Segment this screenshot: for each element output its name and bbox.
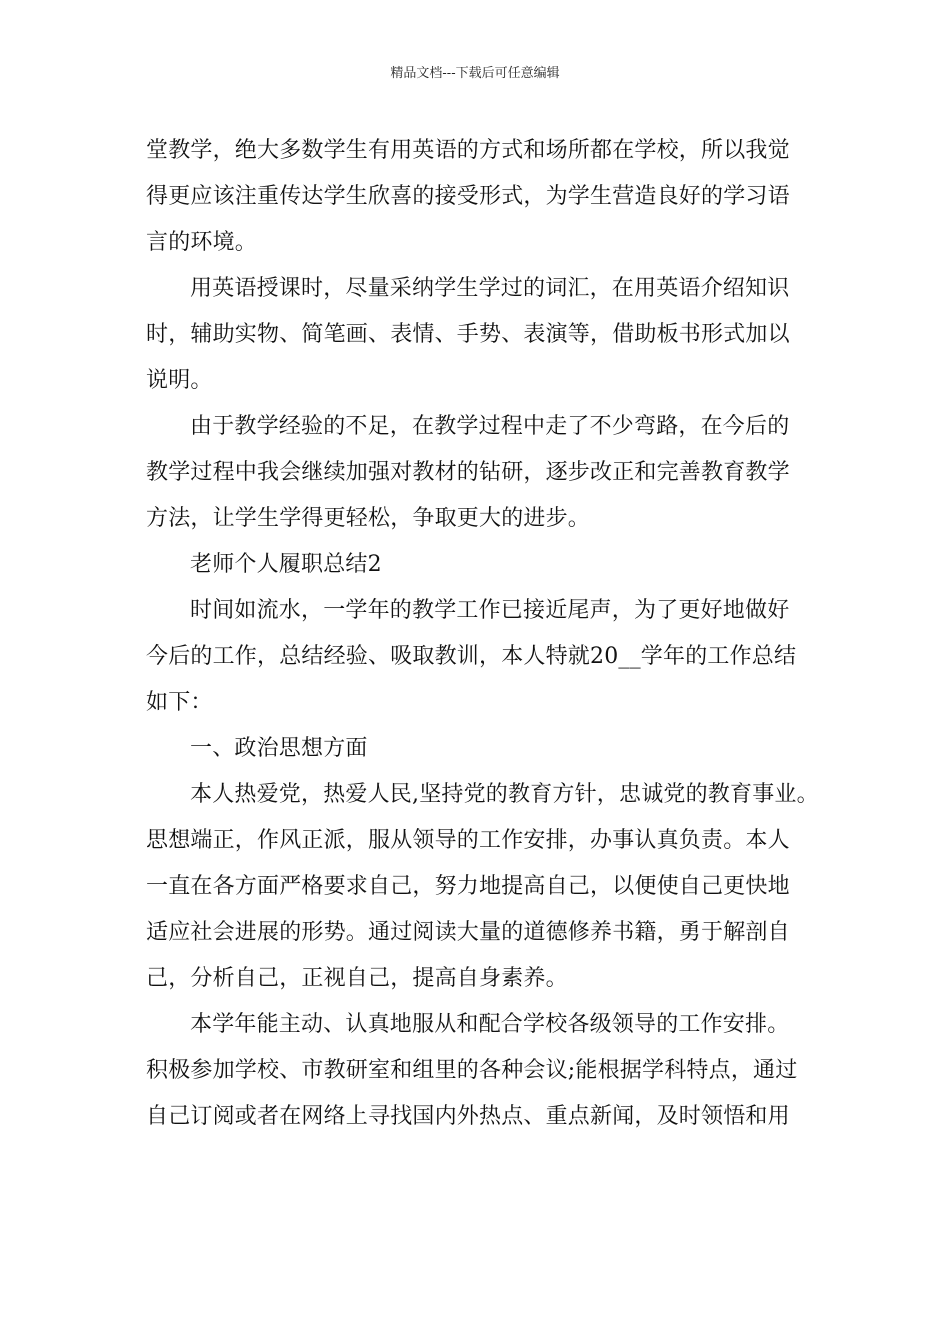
text-line: 说明。	[146, 368, 213, 393]
text-line: 适应社会进展的形势。通过阅读大量的道德修养书籍，勇于解剖自	[146, 920, 790, 945]
text-line: 积极参加学校、市教研室和组里的各种会议;能根据学科特点，通过	[146, 1058, 798, 1083]
page-header: 精品文档---下载后可任意编辑	[390, 66, 560, 81]
text-line: 时，辅助实物、简笔画、表情、手势、表演等，借助板书形式加以	[146, 322, 790, 347]
text-line: 得更应该注重传达学生欣喜的接受形式，为学生营造良好的学习语	[146, 184, 790, 209]
text-line: 本学年能主动、认真地服从和配合学校各级领导的工作安排。	[190, 1012, 790, 1037]
text-line: 方法，让学生学得更轻松，争取更大的进步。	[146, 506, 591, 531]
text-line: 用英语授课时，尽量采纳学生学过的词汇，在用英语介绍知识	[190, 276, 790, 301]
text-line: 如下：	[146, 690, 213, 715]
text-line: 堂教学，绝大多数学生有用英语的方式和场所都在学校，所以我觉	[146, 138, 790, 163]
text-line: 己，分析自己，正视自己，提高自身素养。	[146, 966, 568, 991]
text-line: 由于教学经验的不足，在教学过程中走了不少弯路，在今后的	[190, 414, 790, 439]
text-line: 言的环境。	[146, 230, 258, 255]
text-line: 一直在各方面严格要求自己，努力地提高自己，以便使自己更快地	[146, 874, 790, 899]
section-heading: 一、政治思想方面	[190, 736, 368, 761]
text-line: 自己订阅或者在网络上寻找国内外热点、重点新闻，及时领悟和用	[146, 1104, 790, 1129]
text-line: 教学过程中我会继续加强对教材的钻研，逐步改正和完善教育教学	[146, 460, 790, 485]
text-line: 时间如流水，一学年的教学工作已接近尾声，为了更好地做好	[190, 598, 790, 623]
document-body	[146, 128, 819, 1140]
text-line: 本人热爱党，热爱人民,坚持党的教育方针，忠诚党的教育事业。	[190, 782, 819, 807]
section-heading: 老师个人履职总结2	[190, 552, 382, 577]
text-line: 今后的工作，总结经验、吸取教训，本人特就20__学年的工作总结	[146, 644, 797, 669]
text-line: 思想端正，作风正派，服从领导的工作安排，办事认真负责。本人	[146, 828, 790, 853]
